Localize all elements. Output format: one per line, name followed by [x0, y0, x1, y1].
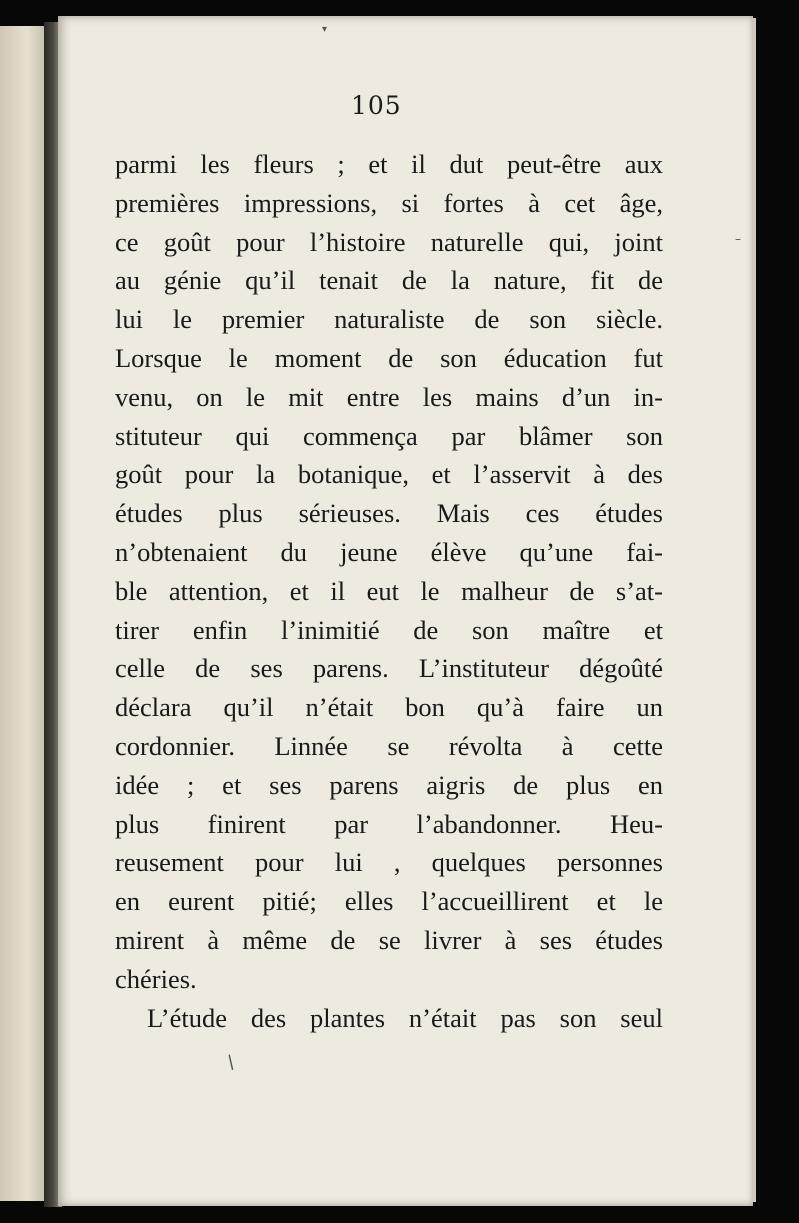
text-line: premières impressions, si fortes à cet âge, — [115, 187, 663, 218]
text-line: celle de ses parens. L’instituteur dégoûté — [115, 653, 663, 684]
text-line: tirer enfin l’inimitié de son maître et — [115, 614, 663, 645]
previous-page-edge — [0, 26, 50, 1201]
text-line: chéries. — [115, 963, 197, 994]
text-line: ce goût pour l’histoire naturelle qui, joint — [115, 226, 663, 257]
text-line: venu, on le mit entre les mains d’un in- — [115, 381, 663, 412]
page-body-text — [115, 145, 663, 1037]
text-line: mirent à même de se livrer à ses études — [115, 924, 663, 955]
text-line: déclara qu’il n’était bon qu’à faire un — [115, 692, 663, 723]
ink-speck: ▾ — [322, 24, 328, 35]
page-number: 105 — [351, 91, 402, 120]
text-line: stituteur qui commença par blâmer son — [115, 420, 663, 451]
text-line: idée ; et ses parens aigris de plus en — [115, 769, 663, 800]
text-line: lui le premier naturaliste de son siècle. — [115, 304, 663, 335]
text-line: goût pour la botanique, et l’asservit à des — [115, 459, 663, 490]
text-line: ble attention, et il eut le malheur de s’at- — [115, 575, 663, 606]
text-line: reusement pour lui , quelques personnes — [115, 847, 663, 878]
text-line: n’obtenaient du jeune élève qu’une fai- — [115, 536, 663, 567]
text-line: cordonnier. Linnée se révolta à cette — [115, 730, 663, 761]
ink-stroke: / — [223, 1051, 239, 1074]
text-line: études plus sérieuses. Mais ces études — [115, 498, 663, 529]
ink-speck: – — [735, 232, 741, 246]
page-right-edge — [752, 18, 756, 1202]
text-line: Lorsque le moment de son éducation fut — [115, 342, 663, 373]
text-line: en eurent pitié; elles l’accueillirent et le — [115, 886, 663, 917]
text-line-paragraph-start: L’étude des plantes n’était pas son seul — [147, 1002, 663, 1033]
text-line: plus finirent par l’abandonner. Heu- — [115, 808, 663, 839]
text-line: au génie qu’il tenait de la nature, fit de — [115, 265, 663, 296]
text-line: parmi les fleurs ; et il dut peut-être aux — [115, 149, 663, 179]
